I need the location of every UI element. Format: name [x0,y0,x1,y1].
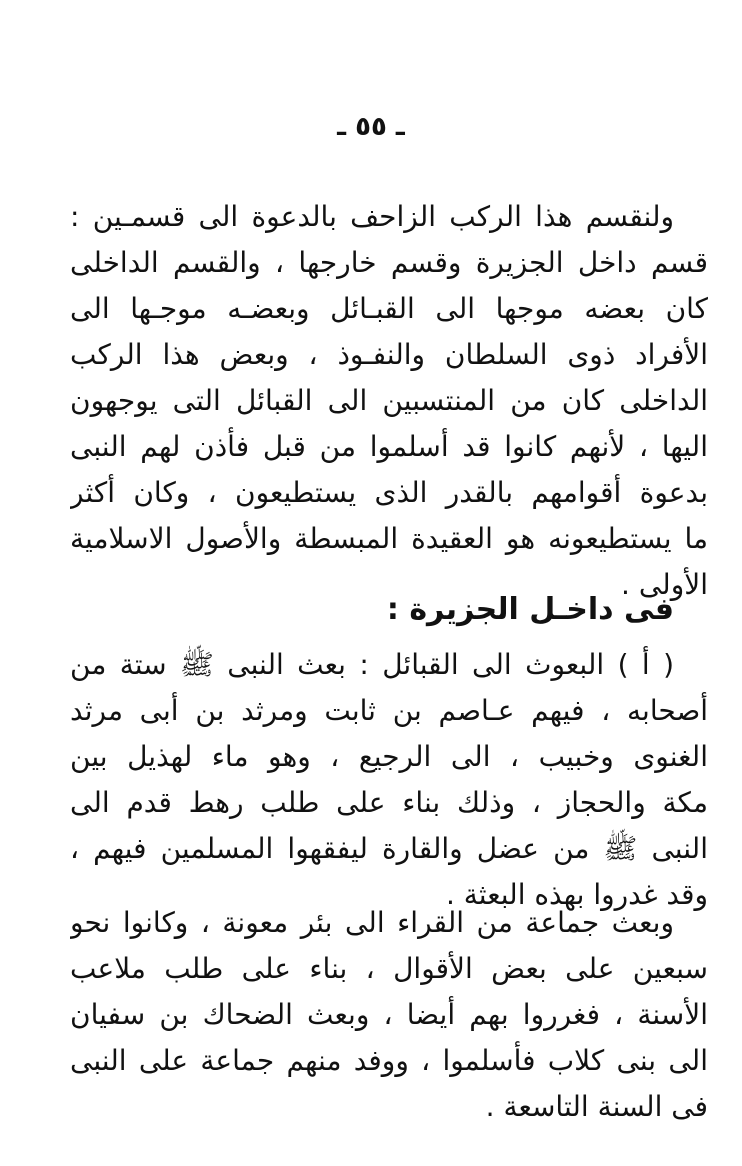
paragraph-line: فى السنة التاسعة . [485,1090,708,1123]
paragraph-line: الأولى . [621,568,708,601]
paragraph-line: أصحابه ، فيهم عـاصم بن ثابت ومرثد بن أبى مرثد [70,694,708,727]
paragraph-line: ولنقسم هذا الركب الزاحف بالدعوة الى قسمـين : [70,200,674,233]
page-number: ـ ٥٥ ـ [337,112,405,142]
paragraph-line: اليها ، لأنهم كانوا قد أسلموا من قبل فأذن لهم النبى [70,430,708,463]
paragraph-line: الغنوى وخبيب ، الى الرجيع ، وهو ماء لهذيل بين [70,740,708,773]
paragraph-line: الأسنة ، فغرروا بهم أيضا ، وبعث الضحاك بن سفيان [70,998,708,1031]
paragraph-line: وبعث جماعة من القراء الى بئر معونة ، وكانوا نحو [70,906,674,939]
paragraph-line: بدعوة أقوامهم بالقدر الذى يستطيعون ، وكان أكثر [70,476,708,509]
paragraph-line: مكة والحجاز ، وذلك بناء على طلب رهط قدم الى [70,786,708,819]
paragraph-line: الداخلى كان من المنتسبين الى القبائل التى يوجهون [70,384,708,417]
paragraph-line: وقد غدروا بهذه البعثة . [445,878,708,911]
paragraph-line: سبعين على بعض الأقوال ، بناء على طلب ملاعب [70,952,708,985]
paragraph-line: ( أ ) البعوث الى القبائل : بعث النبى ﷺ ستة من [70,648,674,681]
paragraph-line: النبى ﷺ من عضل والقارة ليفقهوا المسلمين فيهم ، [70,832,708,865]
paragraph-2 [70,642,708,918]
paragraph-3 [70,900,708,1130]
paragraph-line: الأفراد ذوى السلطان والنفـوذ ، وبعض هذا الركب [70,338,708,371]
paragraph-line: قسم داخل الجزيرة وقسم خارجها ، والقسم الداخلى [70,246,708,279]
section-heading: فى داخـل الجزيرة : [386,592,674,627]
paragraph-line: الى بنى كلاب فأسلموا ، ووفد منهم جماعة على النبى [70,1044,708,1077]
paragraph-line: ما يستطيعونه هو العقيدة المبسطة والأصول الاسلامية [70,522,708,555]
paragraph-line: كان بعضه موجها الى القبـائل وبعضـه موجـها الى [70,292,708,325]
paragraph-1 [70,194,708,608]
